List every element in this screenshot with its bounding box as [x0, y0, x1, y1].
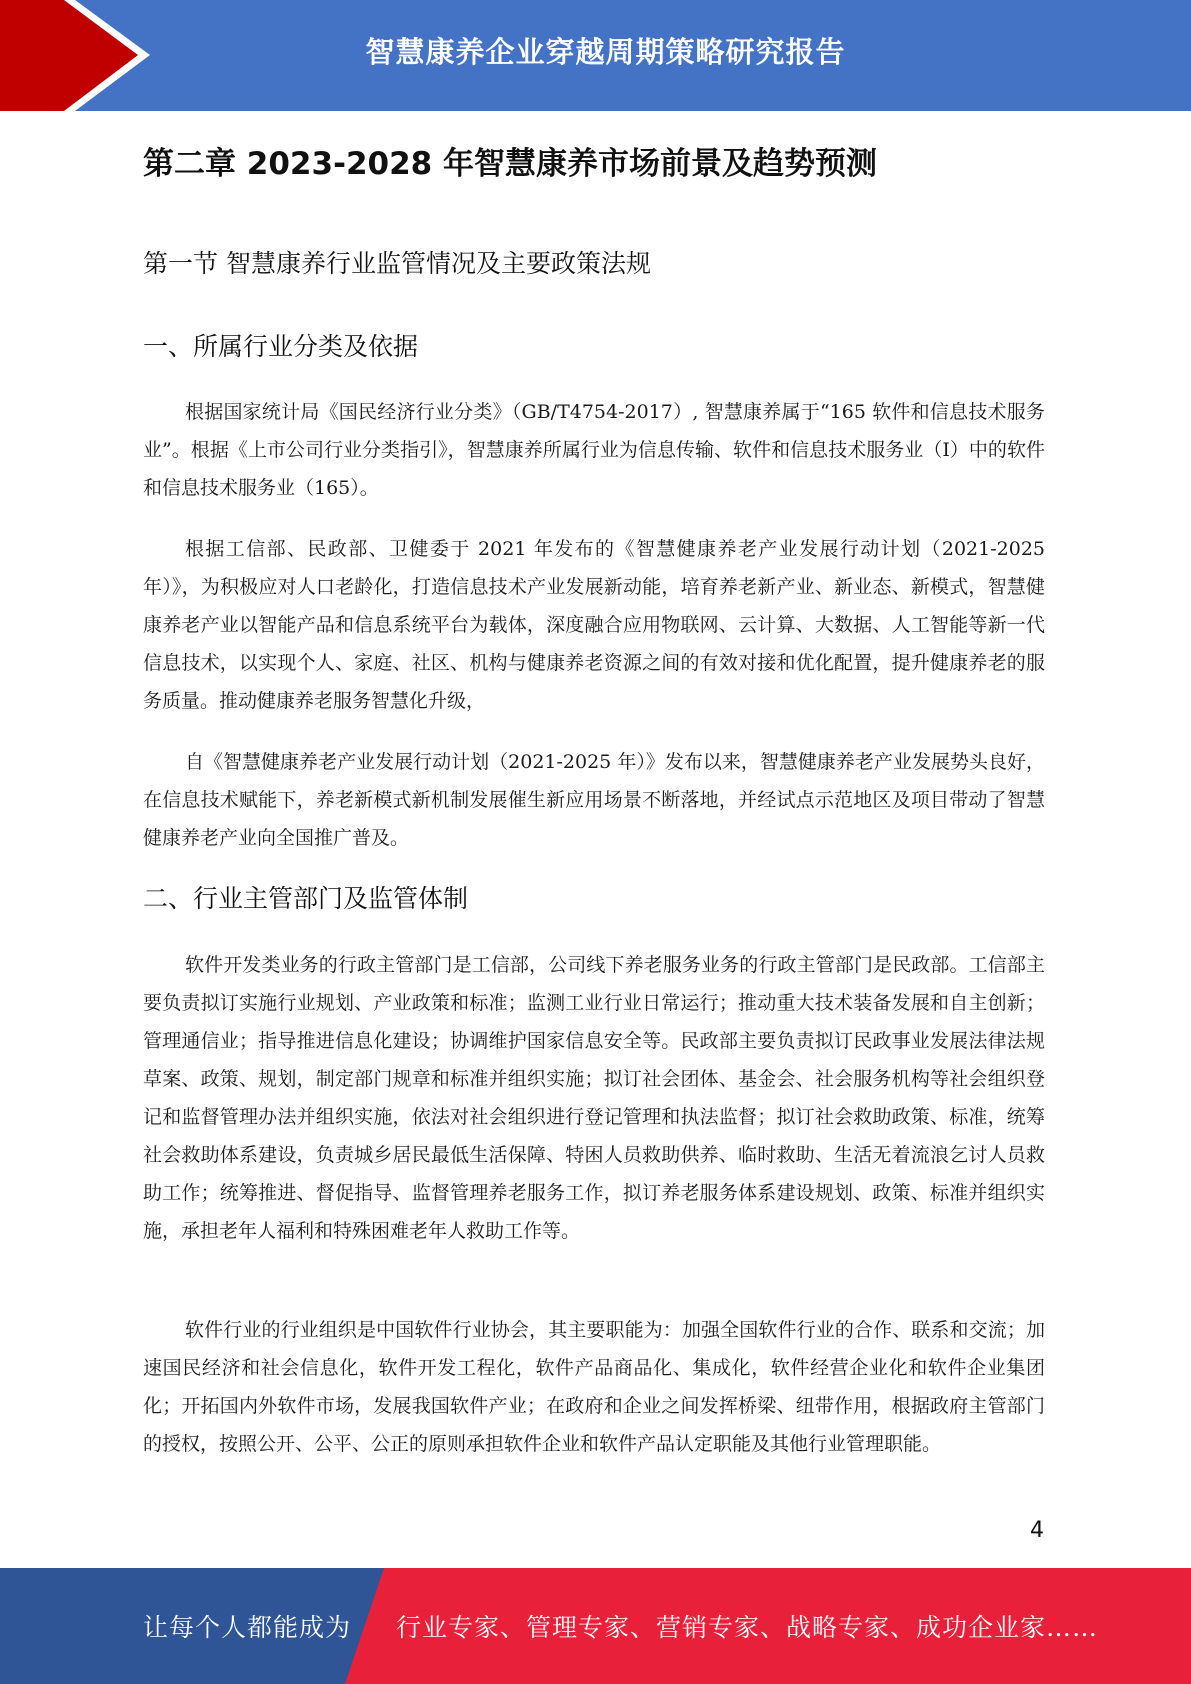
footer-slogan-right: 行业专家、管理专家、营销专家、战略专家、成功企业家…… — [396, 1613, 1099, 1642]
footer-slogan-left: 让每个人都能成为 — [143, 1613, 352, 1642]
page-header — [0, 0, 1191, 111]
page-number: 4 — [1030, 1518, 1044, 1543]
subsection-title-1: 一、所属行业分类及依据 — [143, 332, 419, 361]
page-footer — [0, 1568, 1191, 1684]
paragraph: 根据工信部、民政部、卫健委于 2021 年发布的《智慧健康养老产业发展行动计划（2021-2025 年）》，为积极应对人口老龄化，打造信息技术产业发展新动能，培育养老新产业、新业态、新模式，智慧健康养老产业以智能产品和信息系统平台为载体，深度融合应用物联网、云计算、大数据、人工智能等新一代信息技术，以实现个人、家庭、社区、机构与健康养老资源之间的有效对接和优化配置，提升健康养老的服务质量。推动健康养老服务智慧化升级， — [143, 538, 1045, 712]
paragraph: 软件开发类业务的行政主管部门是工信部，公司线下养老服务业务的行政主管部门是民政部。工信部主要负责拟订实施行业规划、产业政策和标准；监测工业行业日常运行；推动重大技术装备发展和自主创新；管理通信业；指导推进信息化建设；协调维护国家信息安全等。民政部主要负责拟订民政事业发展法律法规草案、政策、规划，制定部门规章和标准并组织实施；拟订社会团体、基金会、社会服务机构等社会组织登记和监督管理办法并组织实施，依法对社会组织进行登记管理和执法监督；拟订社会救助政策、标准，统筹社会救助体系建设，负责城乡居民最低生活保障、特困人员救助供养、临时救助、生活无着流浪乞讨人员救助工作；统筹推进、督促指导、监督管理养老服务工作，拟订养老服务体系建设规划、政策、标准并组织实施，承担老年人福利和特殊困难老年人救助工作等。 — [143, 954, 1045, 1242]
subsection-title-2: 二、行业主管部门及监管体制 — [143, 884, 469, 913]
paragraph: 软件行业的行业组织是中国软件行业协会，其主要职能为：加强全国软件行业的合作、联系和交流；加速国民经济和社会信息化，软件开发工程化，软件产品商品化、集成化，软件经营企业化和软件企业集团化；开拓国内外软件市场，发展我国软件产业；在政府和企业之间发挥桥梁、纽带作用，根据政府主管部门的授权，按照公开、公平、公正的原则承担软件企业和软件产品认定职能及其他行业管理职能。 — [143, 1319, 1045, 1455]
paragraph: 根据国家统计局《国民经济行业分类》（GB/T4754-2017）, 智慧康养属于“165 软件和信息技术服务业”。根据《上市公司行业分类指引》，智慧康养所属行业为信息传输、软件和信息技术服务业（I）中的软件和信息技术服务业（165）。 — [143, 401, 1045, 499]
chapter-title: 第二章 2023-2028 年智慧康养市场前景及趋势预测 — [143, 146, 878, 182]
report-title: 智慧康养企业穿越周期策略研究报告 — [365, 34, 846, 69]
section-title: 第一节 智慧康养行业监管情况及主要政策法规 — [143, 249, 651, 278]
paragraph: 自《智慧健康养老产业发展行动计划（2021-2025 年）》发布以来，智慧健康养老产业发展势头良好，在信息技术赋能下，养老新模式新机制发展催生新应用场景不断落地，并经试点示范地区及项目带动了智慧健康养老产业向全国推广普及。 — [143, 751, 1045, 849]
